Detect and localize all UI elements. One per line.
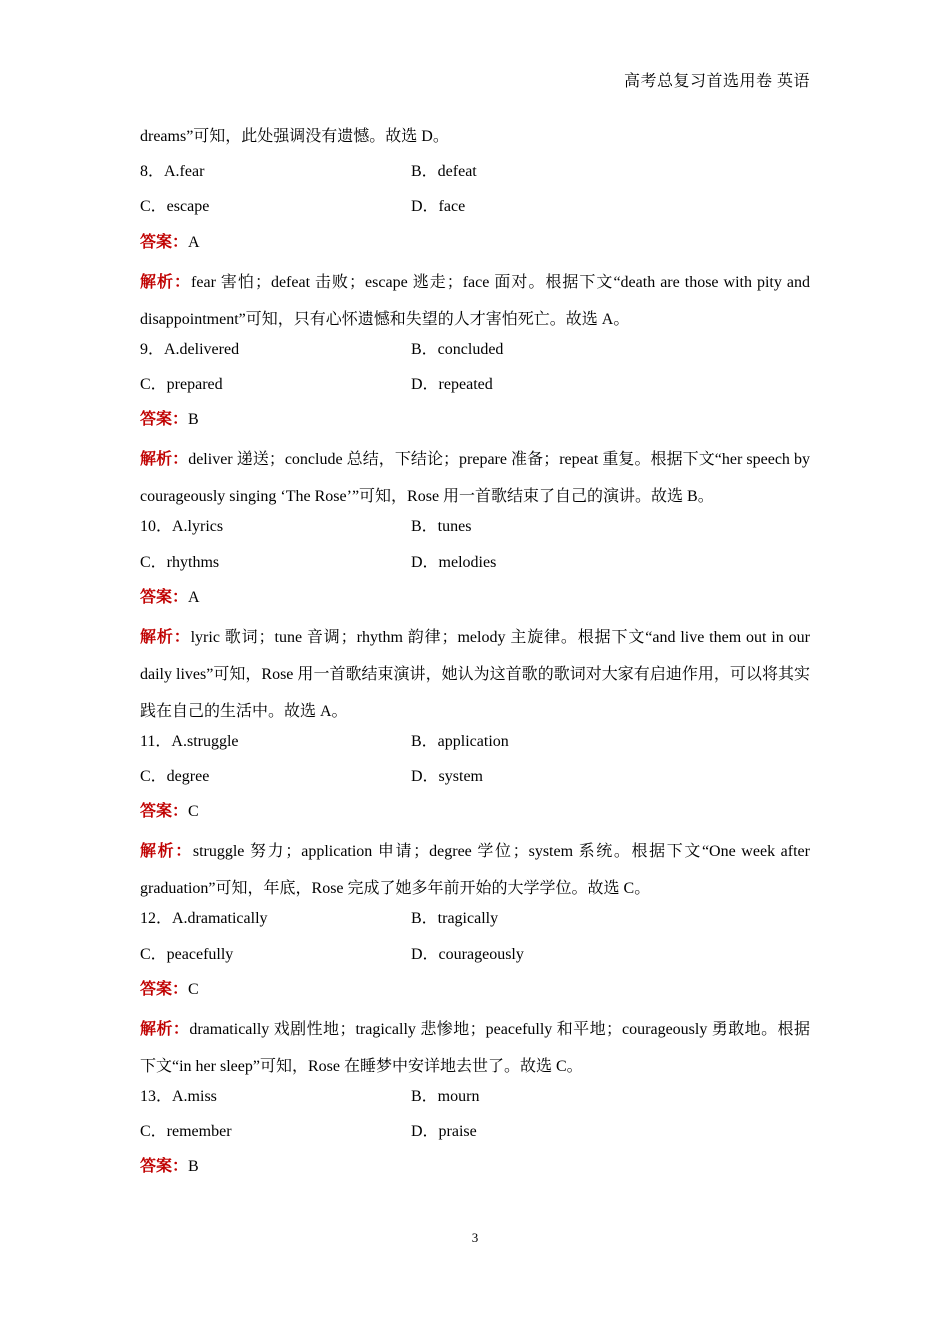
options-row-2 xyxy=(140,193,810,228)
option-b: B．mourn xyxy=(411,1088,480,1105)
options-row-2 xyxy=(140,941,810,976)
question-block xyxy=(140,158,810,338)
question-list xyxy=(140,158,810,1188)
option-c: C．remember xyxy=(140,1123,232,1141)
answer-label: 答案： xyxy=(140,588,189,606)
page-number: 3 xyxy=(471,1230,479,1245)
option-c: C．escape xyxy=(140,198,210,216)
answer-value: C xyxy=(188,980,199,998)
options-row-1 xyxy=(140,158,810,193)
answer-label: 答案： xyxy=(140,980,189,998)
option-a: 11．A.struggle xyxy=(140,732,239,750)
options-row-2 xyxy=(140,763,810,798)
option-b: B．tragically xyxy=(411,910,499,928)
option-c: C．prepared xyxy=(140,375,223,393)
analysis-text: deliver 递送；conclude 总结，下结论；prepare 准备；repeat 重复。根据下文“her speech by courageously singing ‘The Rose’”可知，Rose 用一首歌结束了自己的演讲。故选 B。 xyxy=(140,451,810,506)
option-a: 10．A.lyrics xyxy=(140,518,224,536)
options-row-1 xyxy=(140,905,810,940)
answer-value: B xyxy=(188,1158,199,1176)
options-row-2 xyxy=(140,1118,810,1153)
option-b: B．tunes xyxy=(411,518,472,536)
question-block xyxy=(140,1083,810,1189)
option-d: D．courageously xyxy=(411,945,524,963)
option-b: B．application xyxy=(411,732,509,750)
option-d: D．melodies xyxy=(411,553,497,571)
answer-line xyxy=(140,406,810,441)
analysis-text: struggle 努力；application 申请；degree 学位；system 系统。根据下文“One week after graduation”可知，年底，Rose 完成了她多年前开始的大学学位。故选 C。 xyxy=(140,843,810,898)
options-row-2 xyxy=(140,371,810,406)
answer-value: C xyxy=(188,803,199,821)
option-a: 8．A.fear xyxy=(140,163,205,181)
question-block xyxy=(140,905,810,1085)
analysis-paragraph xyxy=(140,833,810,907)
analysis-paragraph xyxy=(140,1011,810,1085)
question-block xyxy=(140,513,810,730)
answer-value: A xyxy=(188,588,200,606)
option-a: 9．A.delivered xyxy=(140,340,240,358)
answer-label: 答案： xyxy=(140,1158,189,1176)
answer-value: B xyxy=(188,411,199,429)
analysis-label: 解析： xyxy=(140,273,192,291)
option-d: D．repeated xyxy=(411,375,493,393)
analysis-paragraph xyxy=(140,619,810,730)
analysis-paragraph xyxy=(140,264,810,338)
analysis-paragraph xyxy=(140,441,810,515)
question-block xyxy=(140,336,810,516)
option-b: B．defeat xyxy=(411,163,477,181)
analysis-text: fear 害怕；defeat 击败；escape 逃走；face 面对。根据下文“death are those with pity and disappointment”可知，只有心怀遗憾和失望的人才害怕死亡。故选 A。 xyxy=(140,273,810,328)
option-d: D．praise xyxy=(411,1123,477,1141)
answer-line xyxy=(140,798,810,833)
analysis-label: 解析： xyxy=(140,1021,190,1038)
answer-line xyxy=(140,584,810,619)
option-c: C．degree xyxy=(140,768,210,786)
answer-value: A xyxy=(188,233,200,251)
answer-label: 答案： xyxy=(140,411,189,429)
document-body xyxy=(140,123,810,1189)
page-header: 高考总复习首选用卷 英语 xyxy=(623,73,810,90)
options-row-1 xyxy=(140,336,810,371)
analysis-text: dramatically 戏剧性地；tragically 悲惨地；peacefully 和平地；courageously 勇敢地。根据下文“in her sleep”可知，Rose 在睡梦中安详地去世了。故选 C。 xyxy=(140,1021,810,1075)
option-c: C．rhythms xyxy=(140,553,220,571)
analysis-label: 解析： xyxy=(140,843,193,861)
options-row-1 xyxy=(140,513,810,548)
lead-text: dreams”可知，此处强调没有遗憾。故选 D。 xyxy=(140,128,449,145)
options-row-1 xyxy=(140,728,810,763)
options-row-1 xyxy=(140,1083,810,1118)
analysis-label: 解析： xyxy=(140,451,189,469)
options-row-2 xyxy=(140,549,810,584)
answer-line xyxy=(140,229,810,264)
answer-label: 答案： xyxy=(140,233,189,251)
option-a: 12．A.dramatically xyxy=(140,910,268,928)
answer-line xyxy=(140,976,810,1011)
answer-line xyxy=(140,1153,810,1188)
question-block xyxy=(140,728,810,908)
analysis-text: lyric 歌词；tune 音调；rhythm 韵律；melody 主旋律。根据下文“and live them out in our daily lives”可知，Rose 用一首歌结束演讲，她认为这首歌的歌词对大家有启迪作用，可以将其实践在自己的生活中。故选 A。 xyxy=(140,628,810,720)
option-d: D．face xyxy=(411,198,466,216)
option-a: 13．A.miss xyxy=(140,1088,217,1105)
option-d: D．system xyxy=(411,768,484,786)
answer-label: 答案： xyxy=(140,803,189,821)
option-c: C．peacefully xyxy=(140,945,234,963)
option-b: B．concluded xyxy=(411,340,504,358)
analysis-label: 解析： xyxy=(140,628,191,646)
